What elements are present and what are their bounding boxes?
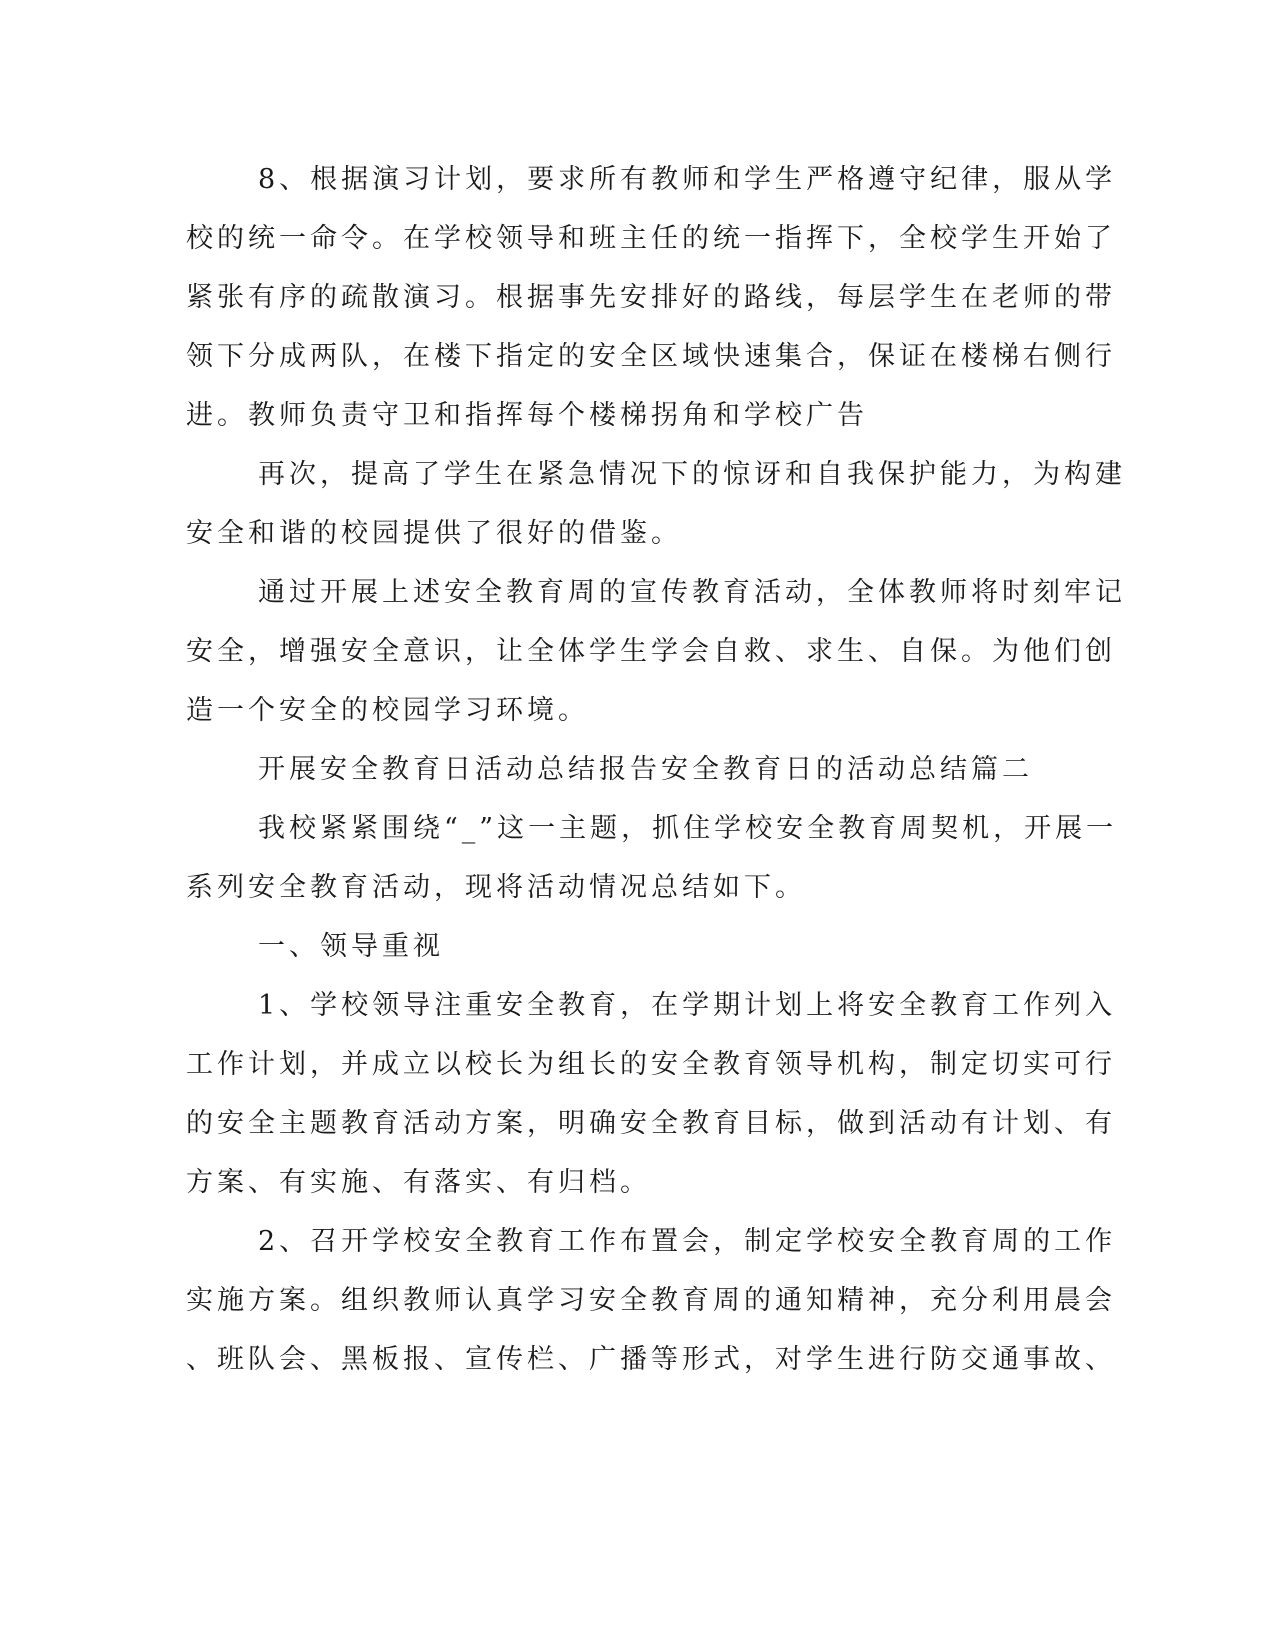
text-line: 的安全主题教育活动方案，明确安全教育目标，做到活动有计划、有 bbox=[186, 1108, 1116, 1139]
text-line: 校的统一命令。在学校领导和班主任的统一指挥下，全校学生开始了 bbox=[186, 223, 1116, 254]
text-line: 造一个安全的校园学习环境。 bbox=[186, 695, 589, 726]
text-line: 8、根据演习计划，要求所有教师和学生严格遵守纪律，服从学 bbox=[258, 164, 1117, 195]
text-line: 领下分成两队，在楼下指定的安全区域快速集合，保证在楼梯右侧行 bbox=[186, 341, 1116, 372]
text-line: 安全和谐的校园提供了很好的借鉴。 bbox=[186, 518, 682, 549]
text-line: 我校紧紧围绕“_”这一主题，抓住学校安全教育周契机，开展一 bbox=[258, 813, 1118, 844]
text-line: 再次，提高了学生在紧急情况下的惊讶和自我保护能力，为构建 bbox=[258, 459, 1126, 490]
text-line: 通过开展上述安全教育周的宣传教育活动，全体教师将时刻牢记 bbox=[258, 577, 1126, 608]
text-line: 、班队会、黑板报、宣传栏、广播等形式，对学生进行防交通事故、 bbox=[186, 1344, 1116, 1375]
text-line: 工作计划，并成立以校长为组长的安全教育领导机构，制定切实可行 bbox=[186, 1049, 1116, 1080]
section-heading: 一、领导重视 bbox=[258, 931, 444, 962]
text-line: 系列安全教育活动，现将活动情况总结如下。 bbox=[186, 872, 806, 903]
text-line: 进。教师负责守卫和指挥每个楼梯拐角和学校广告 bbox=[186, 400, 868, 431]
section-heading: 开展安全教育日活动总结报告安全教育日的活动总结篇二 bbox=[258, 754, 1033, 785]
text-line: 安全，增强安全意识，让全体学生学会自救、求生、自保。为他们创 bbox=[186, 636, 1116, 667]
text-line: 方案、有实施、有落实、有归档。 bbox=[186, 1167, 651, 1198]
text-line: 2、召开学校安全教育工作布置会，制定学校安全教育周的工作 bbox=[258, 1226, 1117, 1257]
text-line: 1、学校领导注重安全教育，在学期计划上将安全教育工作列入 bbox=[258, 990, 1117, 1021]
text-line: 紧张有序的疏散演习。根据事先安排好的路线，每层学生在老师的带 bbox=[186, 282, 1116, 313]
text-line: 实施方案。组织教师认真学习安全教育周的通知精神，充分利用晨会 bbox=[186, 1285, 1116, 1316]
